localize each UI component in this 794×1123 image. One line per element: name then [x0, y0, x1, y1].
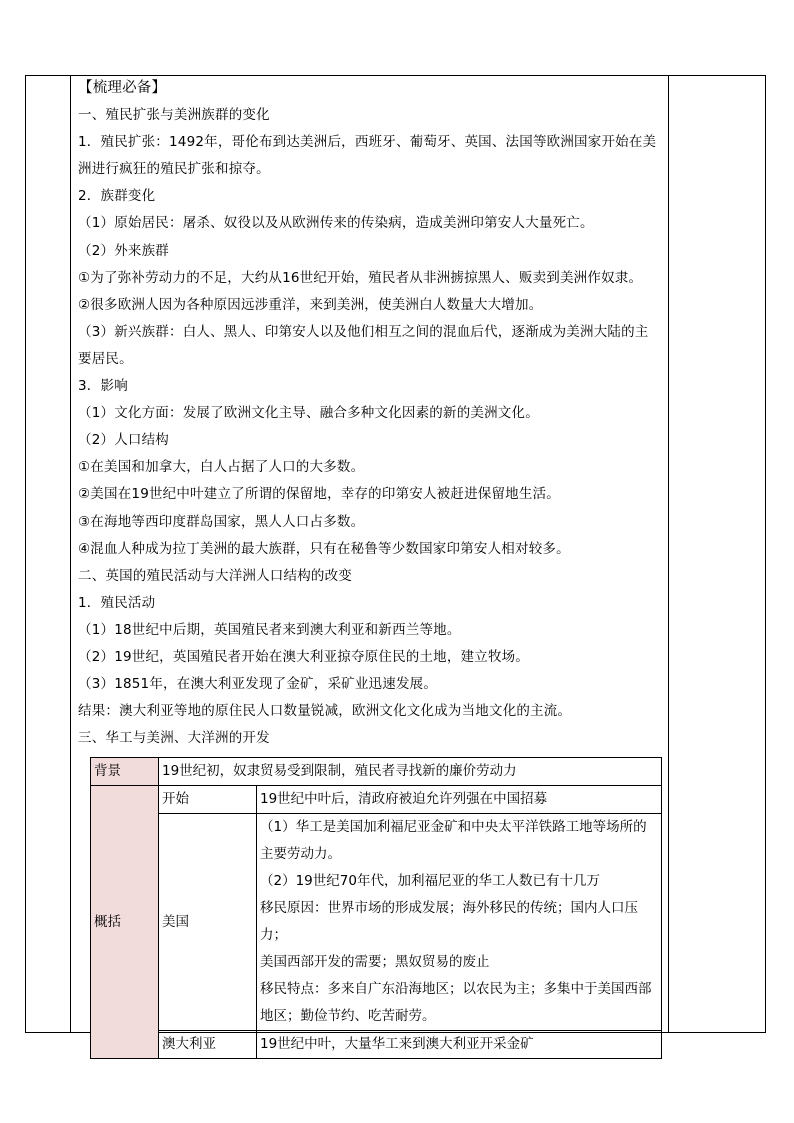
table-row [91, 814, 662, 1031]
usa-line: 美国西部开发的需要；黑奴贸易的废止 [260, 954, 490, 970]
heading-3: 三、华工与美洲、大洋洲的开发 [78, 730, 270, 747]
right-column-border [668, 76, 669, 1032]
paragraph: 1．殖民扩张：1492年，哥伦布到达美洲后，西班牙、葡萄牙、英国、法国等欧洲国家开始在美 [78, 134, 657, 151]
usa-line: 主要劳动力。 [260, 846, 341, 862]
paragraph: ①为了弥补劳动力的不足，大约从16世纪开始，殖民者从非洲掳掠黑人、贩卖到美洲作奴隶。 [78, 269, 643, 286]
subheading: 2．族群变化 [78, 188, 156, 205]
paragraph: （2）19世纪，英国殖民者开始在澳大利亚掠夺原住民的土地，建立牧场。 [78, 648, 530, 665]
usa-line: 移民特点：多来自广东沿海地区；以农民为主；多集中于美国西部 [260, 981, 652, 997]
heading-2: 二、英国的殖民活动与大洋洲人口结构的改变 [78, 567, 352, 584]
paragraph: （2）外来族群 [78, 242, 169, 259]
table-row [91, 1031, 662, 1059]
paragraph: （2）人口结构 [78, 432, 169, 449]
document-body [78, 75, 668, 752]
paragraph: 要居民。 [78, 350, 133, 367]
section-title: 【梳理必备】 [78, 80, 167, 96]
usa-line: （1）华工是美国加利福尼亚金矿和中央太平洋铁路工地等场所的 [260, 819, 647, 835]
left-column-border [70, 76, 71, 1032]
paragraph: 洲进行疯狂的殖民扩张和掠夺。 [78, 161, 270, 178]
start-label-cell: 开始 [159, 786, 257, 814]
paragraph: ②美国在19世纪中叶建立了所谓的保留地，幸存的印第安人被赶进保留地生活。 [78, 486, 560, 503]
paragraph: （1）18世纪中后期，英国殖民者来到澳大利亚和新西兰等地。 [78, 621, 461, 638]
table-row [91, 758, 662, 786]
paragraph: （1）原始居民：屠杀、奴役以及从欧洲传来的传染病，造成美洲印第安人大量死亡。 [78, 215, 594, 232]
australia-label-cell: 澳大利亚 [159, 1031, 257, 1059]
paragraph: ③在海地等西印度群岛国家，黑人人口占多数。 [78, 513, 365, 530]
start-text-cell: 19世纪中叶后，清政府被迫允许列强在中国招募 [257, 786, 662, 814]
paragraph: 结果：澳大利亚等地的原住民人口数量锐减，欧洲文化文化成为当地文化的主流。 [78, 703, 572, 720]
australia-text-cell: 19世纪中叶，大量华工来到澳大利亚开采金矿 [257, 1031, 662, 1059]
chinese-labor-table [90, 757, 662, 1059]
heading-1: 一、殖民扩张与美洲族群的变化 [78, 107, 270, 124]
table-row [91, 786, 662, 814]
paragraph: （3）新兴族群：白人、黑人、印第安人以及他们相互之间的混血后代，逐渐成为美洲大陆的主 [78, 323, 649, 340]
paragraph: ①在美国和加拿大，白人占据了人口的大多数。 [78, 459, 365, 476]
usa-line: 地区；勤俭节约、吃苦耐劳。 [260, 1008, 436, 1024]
usa-text-cell [257, 814, 662, 1031]
subheading: 3．影响 [78, 378, 128, 395]
paragraph: ②很多欧洲人因为各种原因远涉重洋，来到美洲，使美洲白人数量大大增加。 [78, 296, 543, 313]
usa-label-cell: 美国 [159, 814, 257, 1031]
summary-label-cell: 概括 [91, 786, 159, 1059]
background-label-cell: 背景 [91, 758, 159, 786]
subheading: 1．殖民活动 [78, 594, 156, 611]
background-text-cell: 19世纪初，奴隶贸易受到限制，殖民者寻找新的廉价劳动力 [159, 758, 662, 786]
paragraph: （3）1851年，在澳大利亚发现了金矿，采矿业迅速发展。 [78, 676, 438, 693]
usa-line: （2）19世纪70年代，加利福尼亚的华工人数已有十几万 [260, 873, 600, 889]
paragraph: （1）文化方面：发展了欧洲文化主导、融合多种文化因素的新的美洲文化。 [78, 405, 539, 422]
usa-line: 移民原因：世界市场的形成发展；海外移民的传统；国内人口压力； [260, 900, 638, 943]
paragraph: ④混血人种成为拉丁美洲的最大族群，只有在秘鲁等少数国家印第安人相对较多。 [78, 540, 570, 557]
